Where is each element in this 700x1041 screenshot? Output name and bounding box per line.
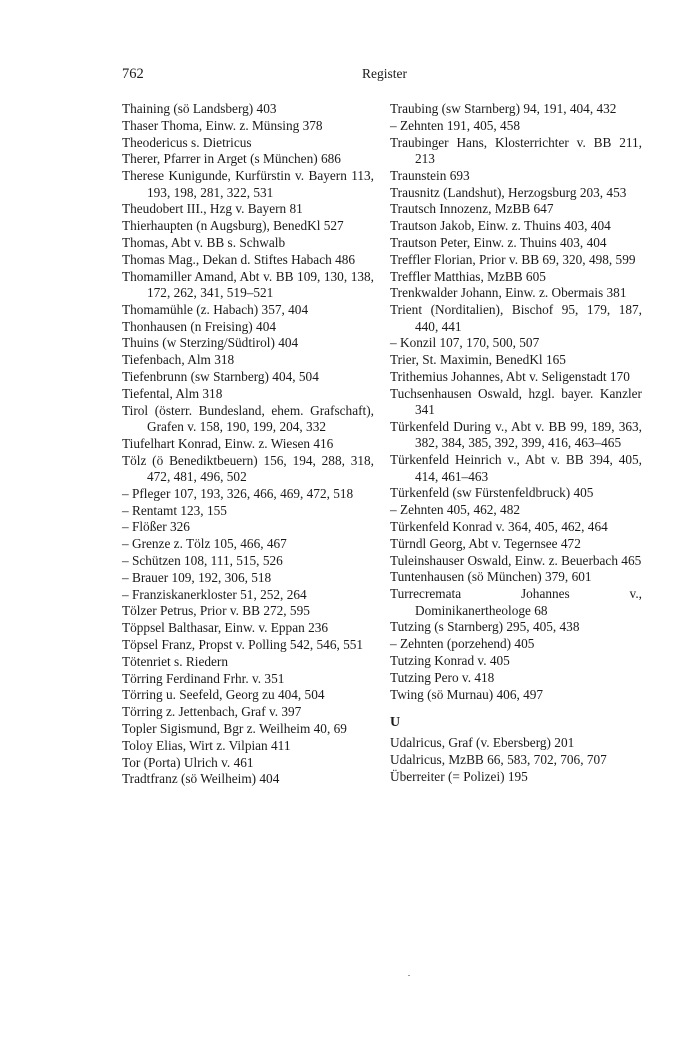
index-entry: Thomamühle (z. Habach) 357, 404 [122,301,309,317]
index-entry: Töppsel Balthasar, Einw. v. Eppan 236 [122,620,329,636]
index-entry: Töpsel Franz, Propst v. Polling 542, 546, 551 [122,636,364,652]
index-entry: – Franziskanerkloster 51, 252, 264 [122,586,307,602]
index-entry: Trenkwalder Johann, Einw. z. Obermais 381 [390,285,627,301]
page-number: 762 [122,66,144,82]
index-entry: Therese Kunigunde, Kurfürstin v. Bayern 113, 193, 198, 281, 322, 531 [122,168,374,200]
index-entry: Tiefenbach, Alm 318 [122,352,235,368]
index-entry: Tiefental, Alm 318 [122,385,223,401]
index-entry: Törring Ferdinand Frhr. v. 351 [122,670,285,686]
index-entry: – Konzil 107, 170, 500, 507 [390,335,540,351]
index-entry: – Schützen 108, 111, 515, 526 [122,552,283,568]
index-column-right [390,101,642,786]
index-entry: Türkenfeld (sw Fürstenfeldbruck) 405 [390,485,594,501]
index-entry: – Zehnten (porzehend) 405 [390,636,535,652]
index-entry: Tötenriet s. Riedern [122,653,228,669]
index-entry: – Grenze z. Tölz 105, 466, 467 [122,536,287,552]
index-entry: Tor (Porta) Ulrich v. 461 [122,754,254,770]
index-entry: Treffler Matthias, MzBB 605 [390,268,546,284]
index-entry: Turrecremata Johannes v., Dominikanertheologe 68 [390,586,642,618]
index-entry: Therer, Pfarrer in Arget (s München) 686 [122,151,341,167]
index-entry: Tuntenhausen (sö München) 379, 601 [390,569,592,585]
index-entry: Udalricus, MzBB 66, 583, 702, 706, 707 [390,752,607,768]
index-entry: Thomamiller Amand, Abt v. BB 109, 130, 138, 172, 262, 341, 519–521 [122,268,374,300]
index-entry: Trautson Jakob, Einw. z. Thuins 403, 404 [390,218,611,234]
index-entry: Trient (Norditalien), Bischof 95, 179, 187, 440, 441 [390,302,642,334]
index-entry: Traunstein 693 [390,167,470,183]
index-entry: Törring u. Seefeld, Georg zu 404, 504 [122,687,325,703]
index-entry: – Flößer 326 [122,519,190,535]
index-entry: Tuchsenhausen Oswald, hzgl. bayer. Kanzler 341 [390,385,642,418]
index-entry: Thaining (sö Landsberg) 403 [122,101,277,116]
index-entry: Twing (sö Murnau) 406, 497 [390,686,544,702]
index-entry: Tutzing (s Starnberg) 295, 405, 438 [390,619,580,635]
index-entry: Törring z. Jettenbach, Graf v. 397 [122,704,302,720]
index-entry: – Brauer 109, 192, 306, 518 [122,569,272,585]
index-entry: Tutzing Pero v. 418 [390,669,495,685]
index-entry: Türkenfeld Heinrich v., Abt v. BB 394, 405, 414, 461–463 [390,452,642,484]
index-entry: Tradtfranz (sö Weilheim) 404 [122,771,280,787]
section-letter-u: U [390,714,401,730]
index-entry: Thomas, Abt v. BB s. Schwalb [122,234,286,250]
index-entry: Tirol (österr. Bundesland, ehem. Grafschaft), Grafen v. 158, 190, 199, 204, 332 [122,402,374,434]
index-entry: Traubing (sw Starnberg) 94, 191, 404, 432 [390,101,617,116]
index-entry: Überreiter (= Polizei) 195 [390,768,528,784]
index-entry: – Rentamt 123, 155 [122,502,227,518]
index-entry: Türndl Georg, Abt v. Tegernsee 472 [390,535,581,551]
running-title: Register [362,66,407,81]
page-header [122,66,647,86]
index-entry: – Pfleger 107, 193, 326, 466, 469, 472, 518 [122,485,354,501]
index-entry: Toloy Elias, Wirt z. Vilpian 411 [122,737,291,753]
index-entry: Trautson Peter, Einw. z. Thuins 403, 404 [390,234,607,250]
index-entry: Topler Sigismund, Bgr z. Weilheim 40, 69 [122,720,347,736]
index-entry: Tuleinshauser Oswald, Einw. z. Beuerbach 465 [390,552,642,568]
index-entry: Theudobert III., Hzg v. Bayern 81 [122,201,303,217]
index-entry: Türkenfeld Konrad v. 364, 405, 462, 464 [390,518,608,534]
index-entry: Tiefenbrunn (sw Starnberg) 404, 504 [122,368,319,384]
index-entry: Udalricus, Graf (v. Ebersberg) 201 [390,735,575,751]
print-speck [408,975,410,976]
index-entry: Tiufelhart Konrad, Einw. z. Wiesen 416 [122,435,334,451]
index-entry: – Zehnten 405, 462, 482 [390,502,520,518]
index-entry: – Zehnten 191, 405, 458 [390,117,520,133]
index-entry: Thierhaupten (n Augsburg), BenedKl 527 [122,218,344,234]
index-entry: Thaser Thoma, Einw. z. Münsing 378 [122,117,323,133]
index-entry: Thonhausen (n Freising) 404 [122,318,276,334]
index-entry: Thuins (w Sterzing/Südtirol) 404 [122,335,299,351]
index-entry: Trautsch Innozenz, MzBB 647 [390,201,554,217]
index-entry: Thomas Mag., Dekan d. Stiftes Habach 486 [122,251,356,267]
index-entry: Tölz (ö Benediktbeuern) 156, 194, 288, 318, 472, 481, 496, 502 [122,452,374,484]
index-entry: Trausnitz (Landshut), Herzogsburg 203, 453 [390,184,627,200]
index-entry: Türkenfeld During v., Abt v. BB 99, 189, 363, 382, 384, 385, 392, 399, 416, 463–465 [390,418,642,451]
index-entry: Tölzer Petrus, Prior v. BB 272, 595 [122,603,310,619]
index-entry: Theodericus s. Dietricus [122,134,252,150]
index-entry: Traubinger Hans, Klosterrichter v. BB 211, 213 [390,134,642,166]
index-column-left [122,101,374,788]
index-entry: Trithemius Johannes, Abt v. Seligenstadt 170 [390,368,630,384]
index-entry: Treffler Florian, Prior v. BB 69, 320, 498, 599 [390,251,636,267]
index-entry: Tutzing Konrad v. 405 [390,652,510,668]
index-entry: Trier, St. Maximin, BenedKl 165 [390,352,566,368]
